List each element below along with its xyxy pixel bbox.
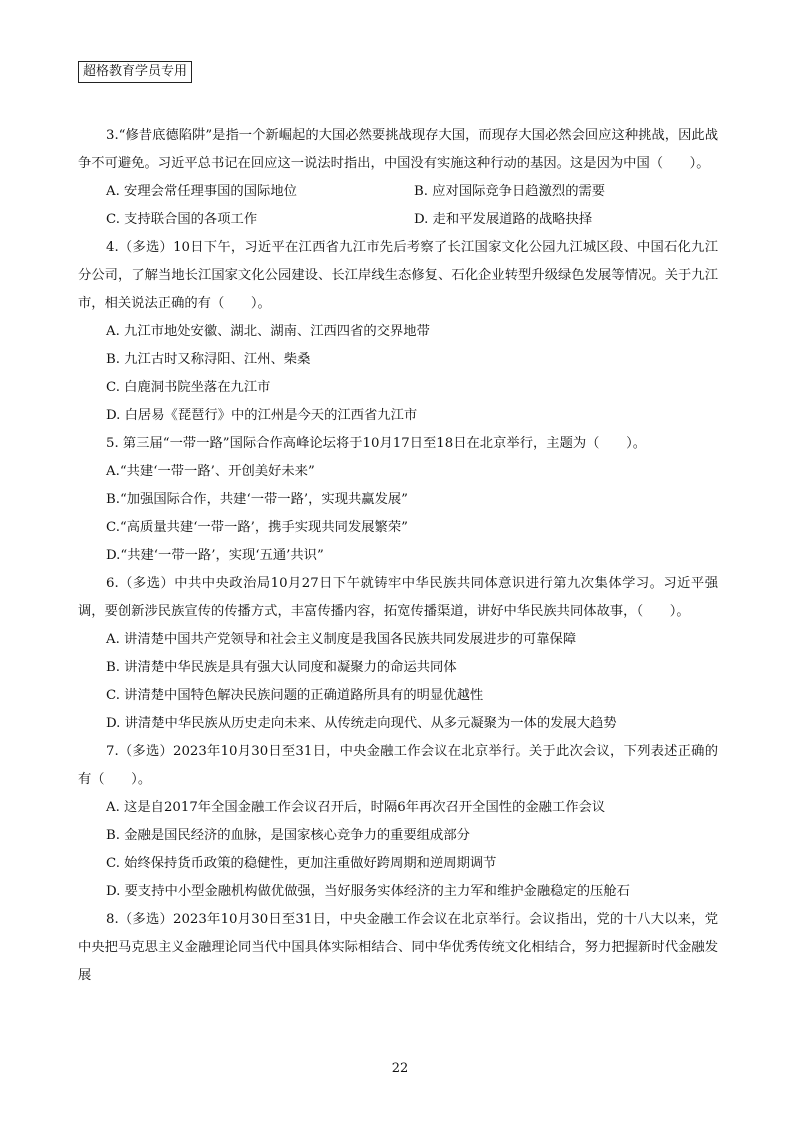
option-d: D. 要支持中小型金融机构做优做强，当好服务实体经济的主力军和维护金融稳定的压舱石 <box>106 884 630 899</box>
option-a: A. 安理会常任理事国的国际地位 <box>106 184 297 199</box>
question-stem: 4.（多选）10日下午，习近平在江西省九江市先后考察了长江国家文化公园九江城区段、中国石化九江分公司，了解当地长江国家文化公园建设、长江岸线生态修复、石化企业转型升级绿色发展等情况。关于九江市，相关说法正确的有（ ）。 <box>78 240 718 311</box>
option-d: D. 白居易《琵琶行》中的江州是今天的江西省九江市 <box>106 408 418 423</box>
question-7 <box>78 738 718 906</box>
option-d: D. 讲清楚中华民族从历史走向未来、从传统走向现代、从多元凝聚为一体的发展大趋势 <box>106 716 617 731</box>
option-a: A. 这是自2017年全国金融工作会议召开后，时隔6年再次召开全国性的金融工作会议 <box>106 800 606 815</box>
question-stem: 3.“修昔底德陷阱”是指一个新崛起的大国必然要挑战现存大国，而现存大国必然会回应这种挑战，因此战争不可避免。习近平总书记在回应这一说法时指出，中国没有实施这种行动的基因。这是因为中国（ ）。 <box>78 128 718 171</box>
option-b: B.“加强国际合作，共建‘一带一路’，实现共赢发展” <box>106 492 408 507</box>
watermark-badge: 超格教育学员专用 <box>78 61 192 83</box>
page-number: 22 <box>391 1061 409 1076</box>
option-b: B. 九江古时又称浔阳、江州、柴桑 <box>106 352 311 367</box>
question-stem: 8.（多选）2023年10月30日至31日，中央金融工作会议在北京举行。会议指出，党的十八大以来，党中央把马克思主义金融理论同当代中国具体实际相结合、同中华优秀传统文化相结合，努力把握新时代金融发展 <box>78 912 718 983</box>
option-c: C.“高质量共建‘一带一路’，携手实现共同发展繁荣” <box>106 520 408 535</box>
options-grid <box>78 178 718 234</box>
option-d: D.“共建‘一带一路’，实现‘五通’共识” <box>106 548 324 563</box>
question-6 <box>78 570 718 738</box>
option-c: C. 始终保持货币政策的稳健性，更加注重做好跨周期和逆周期调节 <box>106 856 497 871</box>
option-a: A.“共建‘一带一路’、开创美好未来” <box>106 464 315 479</box>
option-a: A. 九江市地处安徽、湖北、湖南、江西四省的交界地带 <box>106 324 430 339</box>
question-5 <box>78 430 718 570</box>
question-4 <box>78 234 718 430</box>
option-c: C. 讲清楚中国特色解决民族问题的正确道路所具有的明显优越性 <box>106 688 484 703</box>
option-a: A. 讲清楚中国共产党领导和社会主义制度是我国各民族共同发展进步的可靠保障 <box>106 632 577 647</box>
question-stem: 6.（多选）中共中央政治局10月27日下午就铸牢中华民族共同体意识进行第九次集体学习。习近平强调，要创新涉民族宣传的传播方式，丰富传播内容，拓宽传播渠道，讲好中华民族共同体故事，（ ）。 <box>78 576 718 619</box>
option-b: B. 应对国际竞争日趋激烈的需要 <box>414 184 606 199</box>
question-8 <box>78 906 718 990</box>
option-b: B. 讲清楚中华民族是具有强大认同度和凝聚力的命运共同体 <box>106 660 457 675</box>
question-stem: 7.（多选）2023年10月30日至31日，中央金融工作会议在北京举行。关于此次会议，下列表述正确的有（ ）。 <box>78 744 718 787</box>
question-stem: 5. 第三届“一带一路”国际合作高峰论坛将于10月17日至18日在北京举行，主题为（ ）。 <box>106 436 647 451</box>
option-c: C. 白鹿洞书院坐落在九江市 <box>106 380 271 395</box>
document-body <box>78 122 718 990</box>
question-3 <box>78 122 718 234</box>
option-c: C. 支持联合国的各项工作 <box>106 212 258 227</box>
option-d: D. 走和平发展道路的战略抉择 <box>414 212 593 227</box>
option-b: B. 金融是国民经济的血脉，是国家核心竞争力的重要组成部分 <box>106 828 470 843</box>
